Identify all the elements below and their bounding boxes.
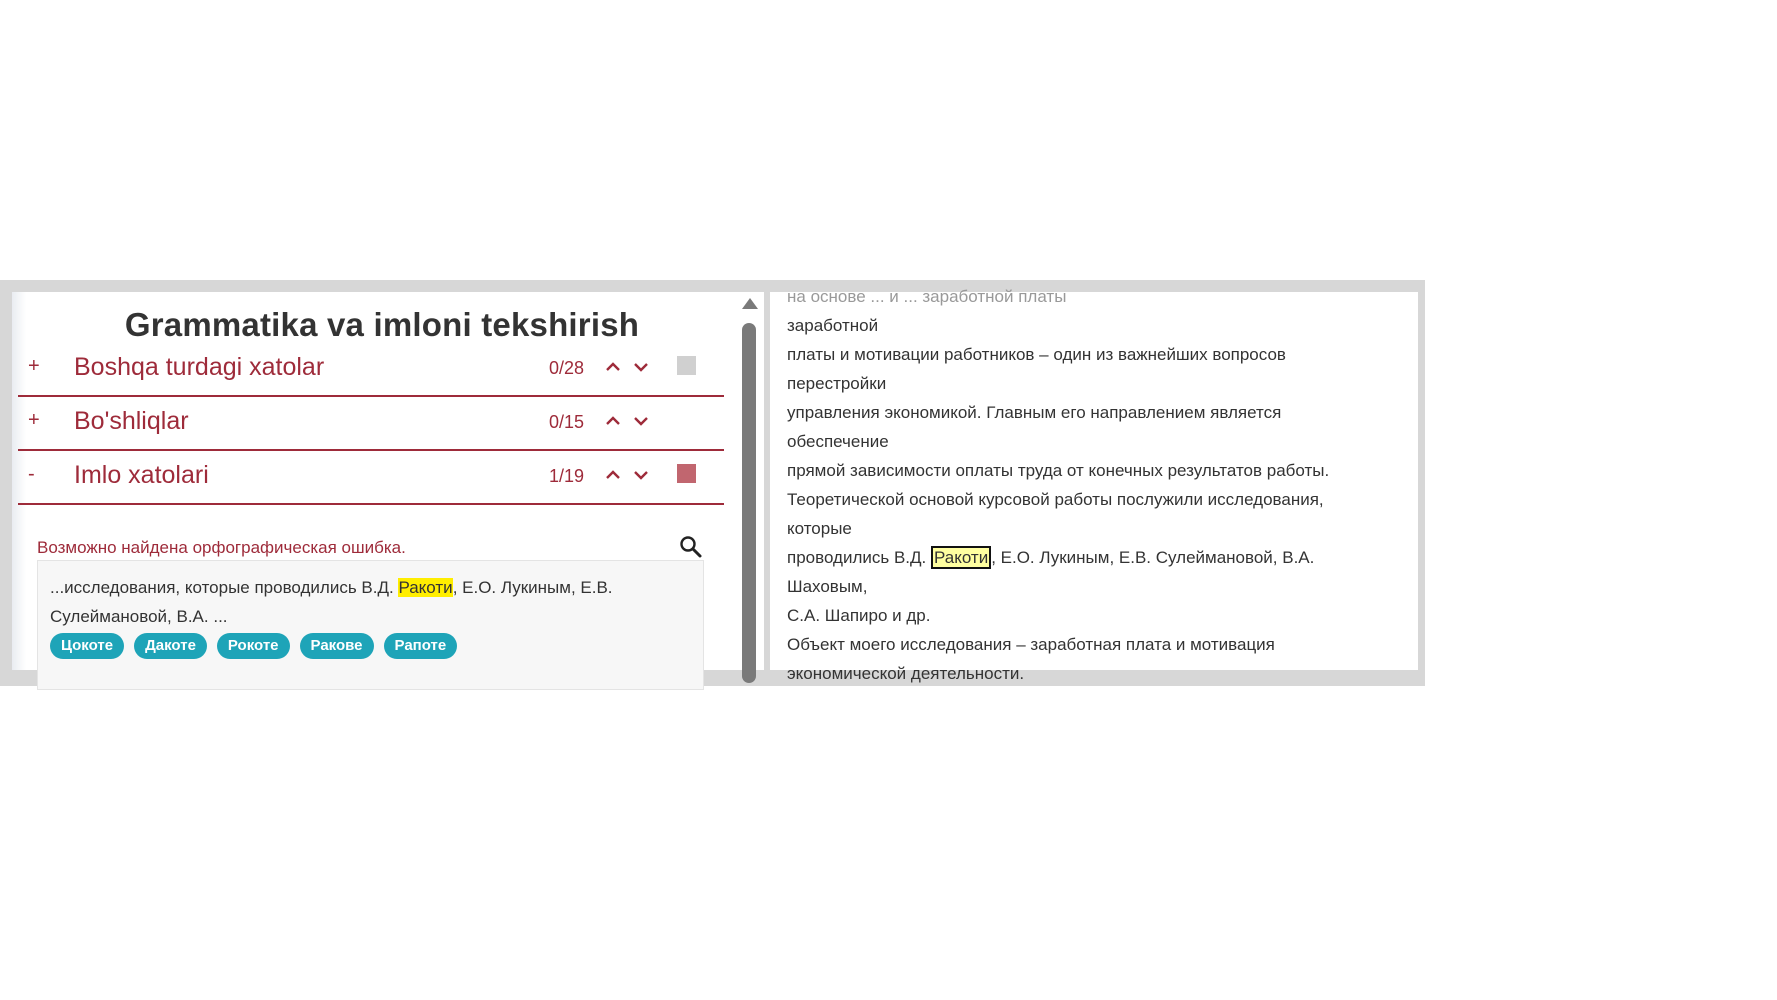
chevron-down-icon[interactable]	[631, 465, 651, 485]
chevron-down-icon[interactable]	[631, 357, 651, 377]
document-panel	[770, 287, 1418, 683]
doc-line: перестройки	[787, 374, 887, 393]
doc-line: Объект моего исследования – заработная плата и мотивация	[787, 635, 1275, 654]
group-count: 0/28	[549, 358, 585, 378]
suggestion-chip[interactable]: Цокоте	[50, 633, 124, 659]
context-error-word: Ракоти	[398, 578, 453, 597]
group-count: 0/15	[549, 412, 585, 432]
panel-title: Grammatika va imloni tekshirish	[124, 306, 640, 343]
document-text	[787, 282, 1407, 688]
doc-text-before: проводились В.Д.	[787, 548, 931, 567]
suggestion-chip[interactable]: Рапоте	[384, 633, 458, 659]
suggestion-list	[50, 633, 457, 659]
group-count: 1/19	[549, 466, 585, 486]
doc-line-with-error	[787, 543, 1407, 572]
group-row-other-errors[interactable]	[18, 341, 724, 397]
group-label[interactable]: Imlo xatolari	[74, 461, 209, 489]
error-context	[50, 573, 690, 631]
expand-toggle[interactable]: +	[28, 355, 40, 377]
error-panel	[12, 292, 764, 670]
doc-line: обеспечение	[787, 432, 889, 451]
group-label[interactable]: Bo'shliqlar	[74, 407, 189, 435]
error-message: Возможно найдена орфографическая ошибка.	[37, 538, 406, 557]
group-row-spelling-errors[interactable]	[18, 449, 724, 505]
doc-text-after: , Е.О. Лукиным, Е.В. Сулеймановой, В.А.	[991, 548, 1315, 567]
doc-line: Шаховым,	[787, 577, 868, 596]
error-context-box	[37, 560, 704, 690]
context-after: , Е.О. Лукиным, Е.В. Сулеймановой, В.А. ...	[50, 578, 613, 626]
scrollbar-thumb[interactable]	[742, 323, 756, 683]
doc-line: платы и мотивации работников – один из важнейших вопросов	[787, 345, 1286, 364]
doc-line: Теоретической основой курсовой работы послужили исследования,	[787, 490, 1324, 509]
scroll-up-arrow-icon[interactable]	[742, 298, 758, 309]
context-before: ...исследования, которые проводились В.Д.	[50, 578, 399, 597]
group-label[interactable]: Boshqa turdagi xatolar	[74, 353, 325, 381]
suggestion-chip[interactable]: Рокоте	[217, 633, 290, 659]
group-color-marker[interactable]	[677, 356, 696, 375]
expand-toggle[interactable]: +	[28, 409, 40, 431]
chevron-up-icon[interactable]	[603, 357, 623, 377]
doc-line: управления экономикой. Главным его направлением является	[787, 403, 1282, 422]
doc-line: на основе ... и ... заработной платы	[787, 287, 1067, 306]
collapse-toggle[interactable]: -	[28, 463, 35, 485]
spellcheck-frame	[0, 280, 1425, 686]
group-row-spaces[interactable]	[18, 395, 724, 451]
suggestion-chip[interactable]: Дакоте	[134, 633, 207, 659]
chevron-down-icon[interactable]	[631, 411, 651, 431]
doc-error-word[interactable]: Ракоти	[931, 546, 991, 569]
doc-line: которые	[787, 519, 852, 538]
doc-line: С.А. Шапиро и др.	[787, 606, 931, 625]
doc-line: прямой зависимости оплаты труда от конечных результатов работы.	[787, 461, 1330, 480]
doc-line: экономической деятельности.	[787, 664, 1025, 683]
group-color-marker[interactable]	[677, 464, 696, 483]
suggestion-chip[interactable]: Ракове	[300, 633, 374, 659]
search-icon[interactable]	[678, 534, 704, 560]
scrollbar[interactable]	[742, 292, 756, 670]
chevron-up-icon[interactable]	[603, 465, 623, 485]
chevron-up-icon[interactable]	[603, 411, 623, 431]
doc-line: заработной	[787, 316, 879, 335]
